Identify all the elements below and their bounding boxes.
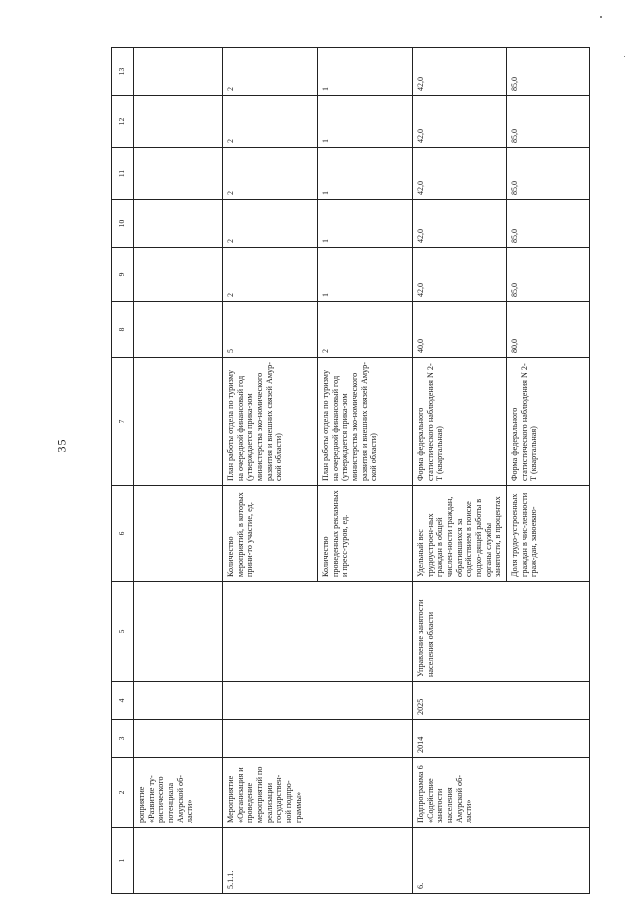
value-cell: 2 [222, 96, 317, 148]
row-number-cell [317, 828, 412, 894]
value-cell: 42,0 [412, 48, 506, 96]
value-cell: 85,0 [507, 148, 590, 200]
indicator-cell: Количество проведенных рекламных и пресс-туров, ед. [317, 486, 412, 582]
value-cell: 1 [317, 248, 412, 302]
value-cell: 85,0 [507, 248, 590, 302]
executor-cell [317, 582, 412, 682]
program-name-cell: Мероприятие «Организация и проведение мероприятий по реализации государствен-ной подпро-граммы» [222, 758, 317, 828]
program-name-cell [507, 758, 590, 828]
program-name-cell [317, 758, 412, 828]
value-cell: 42,0 [412, 200, 506, 248]
end-year-cell [222, 682, 317, 720]
value-cell: 42,0 [412, 248, 506, 302]
scan-speck [600, 16, 602, 18]
column-number: 2 [112, 758, 134, 828]
value-cell: 5 [222, 302, 317, 358]
row-number-cell [133, 828, 222, 894]
source-cell: План работы отдела по туризму на очередной финансовый год (утверждается прика-зом министерства эко-номического развития и внешних связей Амур-ской области) [317, 358, 412, 486]
value-cell: 1 [317, 48, 412, 96]
end-year-cell: 2025 [412, 682, 506, 720]
value-cell: 2 [222, 248, 317, 302]
scan-speck [624, 56, 625, 57]
value-cell: 42,0 [412, 96, 506, 148]
value-cell [133, 248, 222, 302]
column-number: 3 [112, 720, 134, 758]
row-number-cell [507, 828, 590, 894]
table-header-row [112, 48, 134, 894]
value-cell: 40,0 [412, 302, 506, 358]
source-cell [133, 358, 222, 486]
value-cell: 1 [317, 148, 412, 200]
start-year-cell [133, 720, 222, 758]
source-cell: Форма федерального статистического наблюдения N 2-Т (квартальная) [507, 358, 590, 486]
value-cell: 2 [222, 200, 317, 248]
row-number-cell: 6. [412, 828, 506, 894]
source-cell: Форма федерального статистического наблюдения N 2-Т (квартальная) [412, 358, 506, 486]
value-cell: 2 [222, 48, 317, 96]
executor-cell [222, 582, 317, 682]
indicator-cell: Доля трудо-устроенных граждан в чис-ленности граж-дан, завоеваю- [507, 486, 590, 582]
value-cell: 85,0 [507, 48, 590, 96]
value-cell: 1 [317, 200, 412, 248]
table-row [507, 48, 590, 894]
column-number: 9 [112, 248, 134, 302]
indicator-cell: Удельный вес трудоустроен-ных граждан в общей числен-ности граждан, обратившихся за содействием в поиске подхо-дящей работы в органы службы занятости, в процентах [412, 486, 506, 582]
program-name-cell: роприятие «Развитие ту-ристического потенциала Амурской об-ласти» [133, 758, 222, 828]
start-year-cell [507, 720, 590, 758]
column-number: 10 [112, 200, 134, 248]
column-number: 13 [112, 48, 134, 96]
value-cell: 2 [222, 148, 317, 200]
column-number: 12 [112, 96, 134, 148]
value-cell: 85,0 [507, 200, 590, 248]
column-number: 1 [112, 828, 134, 894]
column-number: 4 [112, 682, 134, 720]
end-year-cell [507, 682, 590, 720]
executor-cell: Управление занятости населения области [412, 582, 506, 682]
value-cell: 1 [317, 96, 412, 148]
start-year-cell: 2014 [412, 720, 506, 758]
table-row [222, 48, 317, 894]
value-cell: 85,0 [507, 96, 590, 148]
source-cell: План работы отдела по туризму на очередной финансовый год (утверждается прика-зом министерства эко-номического развития и внешних связей Амур-ской области) [222, 358, 317, 486]
value-cell [133, 302, 222, 358]
indicator-cell: Количество мероприятий, в которых прини-то участие, ед. [222, 486, 317, 582]
value-cell: 2 [317, 302, 412, 358]
table-row [317, 48, 412, 894]
value-cell: 42,0 [412, 148, 506, 200]
column-number: 11 [112, 148, 134, 200]
table-row [133, 48, 222, 894]
end-year-cell [317, 682, 412, 720]
start-year-cell [317, 720, 412, 758]
column-number: 5 [112, 582, 134, 682]
end-year-cell [133, 682, 222, 720]
column-number: 6 [112, 486, 134, 582]
table-row [412, 48, 506, 894]
page-number: 35 [54, 438, 69, 453]
value-cell: 80,0 [507, 302, 590, 358]
program-name-cell: Подпрограмма 6 «Содействие занятости населения Амурской об-ласти» [412, 758, 506, 828]
executor-cell [507, 582, 590, 682]
value-cell [133, 96, 222, 148]
value-cell [133, 148, 222, 200]
row-number-cell: 5.1.1. [222, 828, 317, 894]
indicator-cell [133, 486, 222, 582]
value-cell [133, 200, 222, 248]
start-year-cell [222, 720, 317, 758]
value-cell [133, 48, 222, 96]
column-number: 8 [112, 302, 134, 358]
rotated-table-container [111, 48, 590, 894]
indicators-table [111, 47, 590, 894]
column-number: 7 [112, 358, 134, 486]
executor-cell [133, 582, 222, 682]
